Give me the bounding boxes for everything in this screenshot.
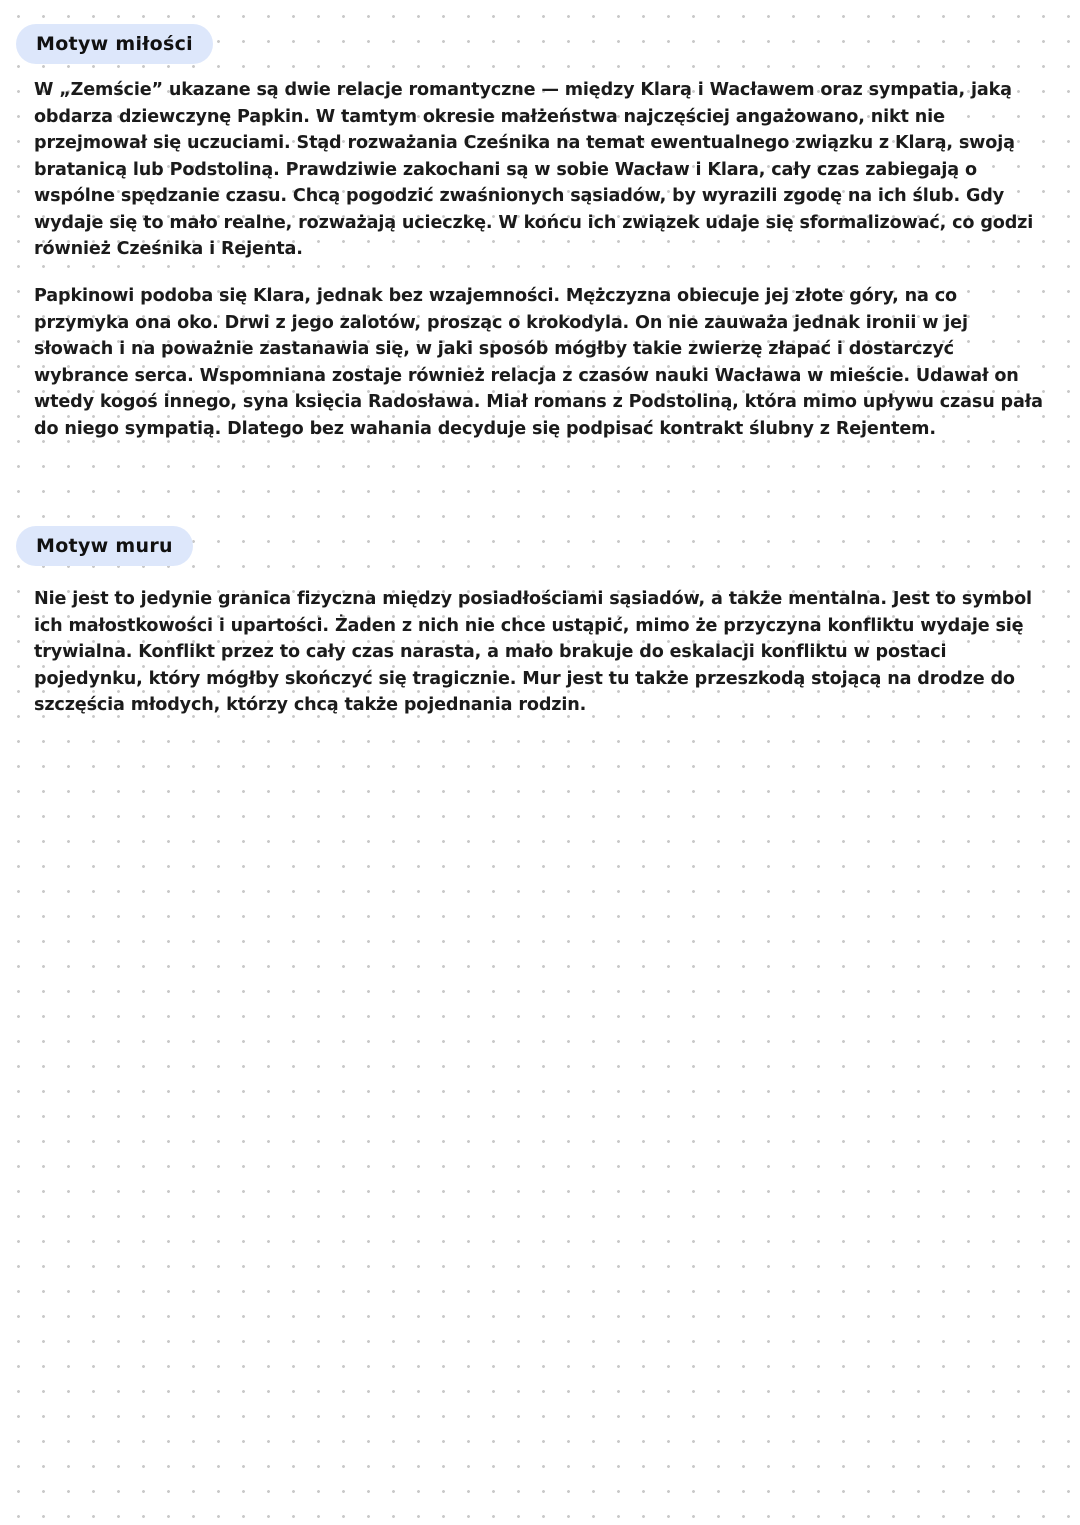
paragraph-papkin-klara: Papkinowi podoba się Klara, jednak bez wzajemności. Mężczyzna obiecuje jej złote góry, na co przymyka ona oko. Drwi z jego zalotów, prosząc o krokodyla. On nie zauważa jednak ironii w jej słowach i na poważnie zastanawia się, w jaki sposób mógłby takie zwierzę złapać i dostarczyć wybrance serca. Wspomniana zostaje również relacja z czasów nauki Wacława w mieście. Udawał on wtedy kogoś innego, syna księcia Radosława. Miał romans z Podstoliną, która mimo upływu czasu pała do niego sympatią. Dlatego bez wahania decyduje się podpisać kontrakt ślubny z Rejentem. — [34, 286, 1043, 439]
paragraph-wall-symbol: Nie jest to jedynie granica fizyczna między posiadłościami sąsiadów, a także mentalna. Jest to symbol ich małostkowości i upartości. Żaden z nich nie chce ustąpić, mimo że przyczyna konfliktu wydaje się trywialna. Konflikt przez to cały czas narasta, a mało brakuje do eskalacji konfliktu w postaci pojedynku, który mógłby skończyć się tragicznie. Mur jest tu także przeszkodą stojącą na drodze do szczęścia młodych, którzy chcą także pojednania rodzin. — [34, 589, 1032, 715]
paragraph-love-relations: W „Zemście” ukazane są dwie relacje romantyczne — między Klarą i Wacławem oraz sympatia, jaką obdarza dziewczynę Papkin. W tamtym okresie małżeństwa najczęściej angażowano, nikt nie przejmował się uczuciami. Stąd rozważania Cześnika na temat ewentualnego związku z Klarą, swoją bratanicą lub Podstoliną. Prawdziwie zakochani są w sobie Wacław i Klara, cały czas zabiegają o wspólne spędzanie czasu. Chcą pogodzić zwaśnionych sąsiadów, by wyrazili zgodę na ich ślub. Gdy wydaje się to mało realne, rozważają ucieczkę. W końcu ich związek udaje się sformalizować, co godzi również Cześnika i Rejenta. — [34, 80, 1034, 259]
section-heading-love-motif: Motyw miłości — [16, 24, 213, 64]
section-heading-wall-motif: Motyw muru — [16, 526, 193, 566]
